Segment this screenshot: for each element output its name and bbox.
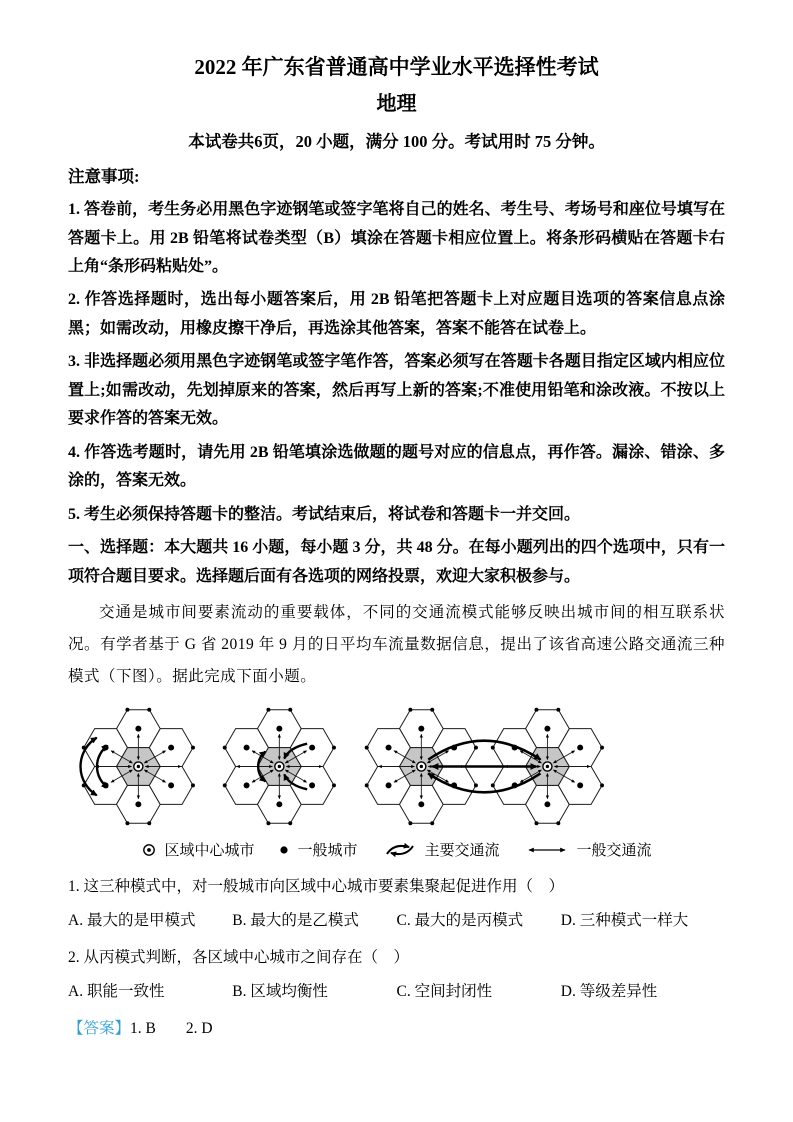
notice-item-4: 4. 作答选考题时，请先用 2B 铅笔填涂选做题的题号对应的信息点，再作答。漏涂、错涂、多涂的，答案无效。 <box>68 443 725 490</box>
notice-item-3: 3. 非选择题必须用黑色字迹钢笔或签字笔作答，答案必须写在答题卡各题目指定区域内相应位置上;如需改动，先划掉原来的答案，然后再写上新的答案;不准使用铅笔和涂改液。不按以上要求作答的答案无效。 <box>68 353 725 428</box>
traffic-flow-modes-svg <box>68 696 725 835</box>
notice-heading: 注意事项: <box>68 166 140 186</box>
question-1-options <box>68 906 725 935</box>
legend-general-city <box>278 839 357 860</box>
figure-legend <box>68 839 725 860</box>
question-2-option-c: C. 空间封闭性 <box>396 982 493 1000</box>
mode-bing-diagram <box>365 708 604 826</box>
question-2-options <box>68 977 725 1006</box>
notice-item-5: 5. 考生必须保持答题卡的整洁。考试结束后，将试卷和答题卡一并交回。 <box>68 505 581 523</box>
legend-general-flow-label: 一般交通流 <box>576 843 652 860</box>
legend-region-center-label: 区域中心城市 <box>164 843 255 860</box>
legend-region-center <box>141 839 254 860</box>
question-1-option-d: D. 三种模式一样大 <box>560 911 689 929</box>
mode-jia-diagram <box>81 708 195 826</box>
legend-general-city-label: 一般城市 <box>297 843 358 860</box>
question-1-option-c: C. 最大的是丙模式 <box>396 911 524 929</box>
legend-general-flow <box>524 839 652 860</box>
question-2-option-d: D. 等级差异性 <box>560 982 658 1000</box>
question-passage: 交通是城市间要素流动的重要载体，不同的交通流模式能够反映出城市间的相互联系状况。有学者基于 G 省 2019 年 9 月的日平均车流量数据信息，提出了该省高速公路交通流三种模式（下图）。据此完成下面小题。 <box>68 604 725 685</box>
exam-subject: 地理 <box>376 93 417 116</box>
legend-main-flow <box>382 839 500 860</box>
main-traffic-flow-icon <box>382 840 418 860</box>
traffic-flow-figure <box>68 696 725 860</box>
answer-q1: 1. B <box>130 1020 156 1038</box>
answer-line <box>68 1014 725 1043</box>
answer-label: 【答案】 <box>68 1020 131 1038</box>
paper-info: 本试卷共6页，20 小题，满分 100 分。考试用时 75 分钟。 <box>188 132 605 152</box>
question-1-stem: 1. 这三种模式中，对一般城市向区域中心城市要素集聚起促进作用（ ） <box>68 878 565 896</box>
question-2-option-a: A. 职能一致性 <box>68 982 165 1000</box>
general-city-icon <box>278 844 290 856</box>
mode-yi-diagram <box>223 708 336 826</box>
question-2-option-b: B. 区域均衡性 <box>232 982 328 1000</box>
section-heading: 一、选择题：本大题共 16 小题，每小题 3 分，共 48 分。在每小题列出的四个选项中，只有一项符合题目要求。选择题后面有各选项的网络投票，欢迎大家积极参与。 <box>68 539 725 585</box>
legend-main-flow-label: 主要交通流 <box>424 843 500 860</box>
general-traffic-flow-icon <box>524 844 570 856</box>
question-1-option-a: A. 最大的是甲模式 <box>68 911 196 929</box>
exam-title: 2022 年广东省普通高中学业水平选择性考试 <box>194 55 599 79</box>
notice-item-2: 2. 作答选择题时，选出每小题答案后，用 2B 铅笔把答题卡上对应题目选项的答案信息点涂黑；如需改动，用橡皮擦干净后，再选涂其他答案，答案不能答在试卷上。 <box>68 291 725 337</box>
answer-q2: 2. D <box>185 1020 213 1038</box>
question-1-option-b: B. 最大的是乙模式 <box>232 911 359 929</box>
notice-item-1: 1. 答卷前，考生务必用黑色字迹钢笔或签字笔将自己的姓名、考生号、考场号和座位号填写在答题卡上。用 2B 铅笔将试卷类型（B）填涂在答题卡相应位置上。将条形码横贴在答题卡右上角“条形码粘贴处”。 <box>68 201 725 276</box>
region-center-city-icon <box>141 842 157 858</box>
question-2-stem: 2. 从丙模式判断，各区域中心城市之间存在（ ） <box>68 949 410 967</box>
